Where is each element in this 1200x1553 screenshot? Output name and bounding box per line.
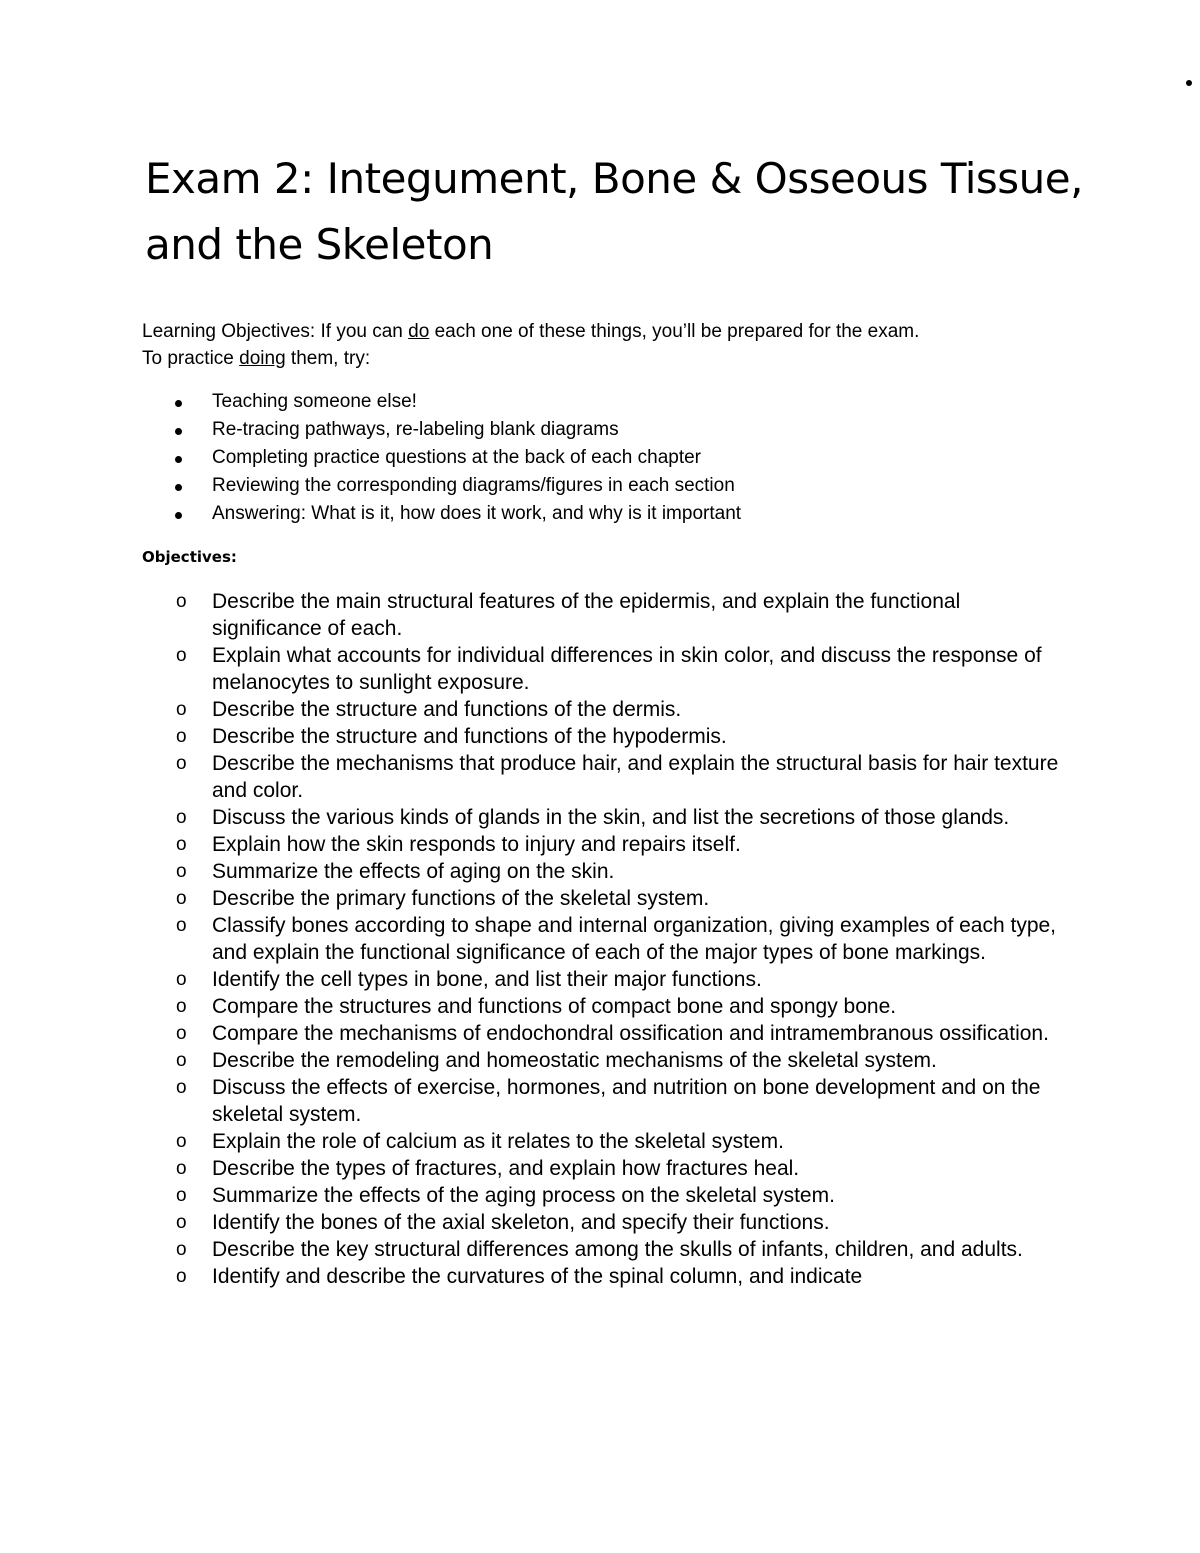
objective-text: Describe the key structural differences among the skulls of infants, children, and adults. [212, 1238, 1023, 1261]
learning-objectives-intro [142, 318, 1092, 372]
objective-text: Explain what accounts for individual differences in skin color, and discuss the response of melanocytes to sunlight exposure. [212, 644, 1042, 694]
objective-item [142, 1236, 1062, 1263]
objective-marker-icon: o [176, 1023, 187, 1044]
objective-marker-icon: o [176, 726, 187, 747]
objective-text: Describe the primary functions of the skeletal system. [212, 887, 710, 910]
study-tip-text: Re-tracing pathways, re-labeling blank diagrams [212, 419, 619, 440]
objective-text: Identify and describe the curvatures of the spinal column, and indicate [212, 1265, 863, 1288]
objective-item [142, 1155, 1062, 1182]
study-tip-item [142, 444, 1092, 472]
objective-text: Describe the mechanisms that produce hair, and explain the structural basis for hair texture and color. [212, 752, 1059, 802]
objective-text: Explain how the skin responds to injury and repairs itself. [212, 833, 741, 856]
bullet-icon [175, 512, 182, 519]
objective-item [142, 723, 1062, 750]
objective-item [142, 831, 1062, 858]
objective-marker-icon: o [176, 753, 187, 774]
study-tip-text: Answering: What is it, how does it work, and why is it important [212, 503, 742, 524]
objective-item [142, 993, 1062, 1020]
study-tip-item [142, 500, 1092, 528]
objective-item [142, 804, 1062, 831]
objective-text: Describe the main structural features of the epidermis, and explain the functional significance of each. [212, 590, 961, 640]
study-tips-list [142, 388, 1092, 528]
intro-emphasis-doing: doing [239, 348, 286, 369]
objective-item [142, 1209, 1062, 1236]
objective-text: Discuss the various kinds of glands in the skin, and list the secretions of those glands. [212, 806, 1010, 829]
study-tip-text: Teaching someone else! [212, 391, 417, 412]
objective-item [142, 696, 1062, 723]
objective-marker-icon: o [176, 1158, 187, 1179]
objective-text: Summarize the effects of the aging process on the skeletal system. [212, 1184, 835, 1207]
objective-item [142, 1020, 1062, 1047]
objective-text: Classify bones according to shape and internal organization, giving examples of each type, and explain the functional significance of each of the major types of bone markings. [212, 914, 1057, 964]
objective-item [142, 642, 1062, 696]
page-dot-mark [1186, 80, 1192, 86]
objective-item [142, 588, 1062, 642]
objective-marker-icon: o [176, 1077, 187, 1098]
objective-marker-icon: o [176, 1239, 187, 1260]
objective-text: Compare the mechanisms of endochondral ossification and intramembranous ossification. [212, 1022, 1049, 1045]
objective-marker-icon: o [176, 591, 187, 612]
bullet-icon [175, 456, 182, 463]
objective-marker-icon: o [176, 861, 187, 882]
bullet-icon [175, 484, 182, 491]
objective-item [142, 1182, 1062, 1209]
bullet-icon [175, 400, 182, 407]
objective-marker-icon: o [176, 969, 187, 990]
objective-item [142, 912, 1062, 966]
objective-text: Discuss the effects of exercise, hormones, and nutrition on bone development and on the skeletal system. [212, 1076, 1041, 1126]
objective-text: Identify the cell types in bone, and list their major functions. [212, 968, 762, 991]
objective-text: Describe the types of fractures, and explain how fractures heal. [212, 1157, 800, 1180]
objective-marker-icon: o [176, 645, 187, 666]
objective-marker-icon: o [176, 1131, 187, 1152]
objective-marker-icon: o [176, 996, 187, 1017]
objective-marker-icon: o [176, 1185, 187, 1206]
objective-item [142, 1074, 1062, 1128]
study-tip-item [142, 388, 1092, 416]
objective-text: Identify the bones of the axial skeleton, and specify their functions. [212, 1211, 830, 1234]
objective-marker-icon: o [176, 1050, 187, 1071]
objective-item [142, 750, 1062, 804]
page-title: Exam 2: Integument, Bone & Osseous Tissue, and the Skeleton [145, 154, 1083, 269]
objective-text: Compare the structures and functions of compact bone and spongy bone. [212, 995, 897, 1018]
study-tip-text: Completing practice questions at the back of each chapter [212, 447, 702, 468]
objective-marker-icon: o [176, 1266, 187, 1287]
objective-item [142, 966, 1062, 993]
objectives-list [142, 588, 1062, 1290]
intro-line1-end: each one of these things, you’ll be prepared for the exam. [429, 321, 920, 342]
objective-text: Explain the role of calcium as it relates to the skeletal system. [212, 1130, 784, 1153]
objective-marker-icon: o [176, 834, 187, 855]
study-tip-item [142, 416, 1092, 444]
intro-line2-start: To practice [142, 348, 240, 369]
intro-line2-end: them, try: [285, 348, 371, 369]
intro-line1-start: Learning Objectives: If you can [142, 321, 409, 342]
objective-item [142, 1047, 1062, 1074]
study-tip-text: Reviewing the corresponding diagrams/figures in each section [212, 475, 735, 496]
objective-marker-icon: o [176, 699, 187, 720]
objective-marker-icon: o [176, 915, 187, 936]
objective-marker-icon: o [176, 1212, 187, 1233]
objective-item [142, 1128, 1062, 1155]
objective-marker-icon: o [176, 888, 187, 909]
objective-item [142, 1263, 1062, 1290]
objective-text: Describe the structure and functions of the dermis. [212, 698, 682, 721]
objective-marker-icon: o [176, 807, 187, 828]
bullet-icon [175, 428, 182, 435]
objective-item [142, 885, 1062, 912]
objective-text: Summarize the effects of aging on the skin. [212, 860, 615, 883]
objective-item [142, 858, 1062, 885]
objective-text: Describe the remodeling and homeostatic mechanisms of the skeletal system. [212, 1049, 937, 1072]
study-tip-item [142, 472, 1092, 500]
intro-emphasis-do: do [408, 321, 430, 342]
objectives-heading: Objectives: [142, 548, 237, 566]
objective-text: Describe the structure and functions of the hypodermis. [212, 725, 727, 748]
